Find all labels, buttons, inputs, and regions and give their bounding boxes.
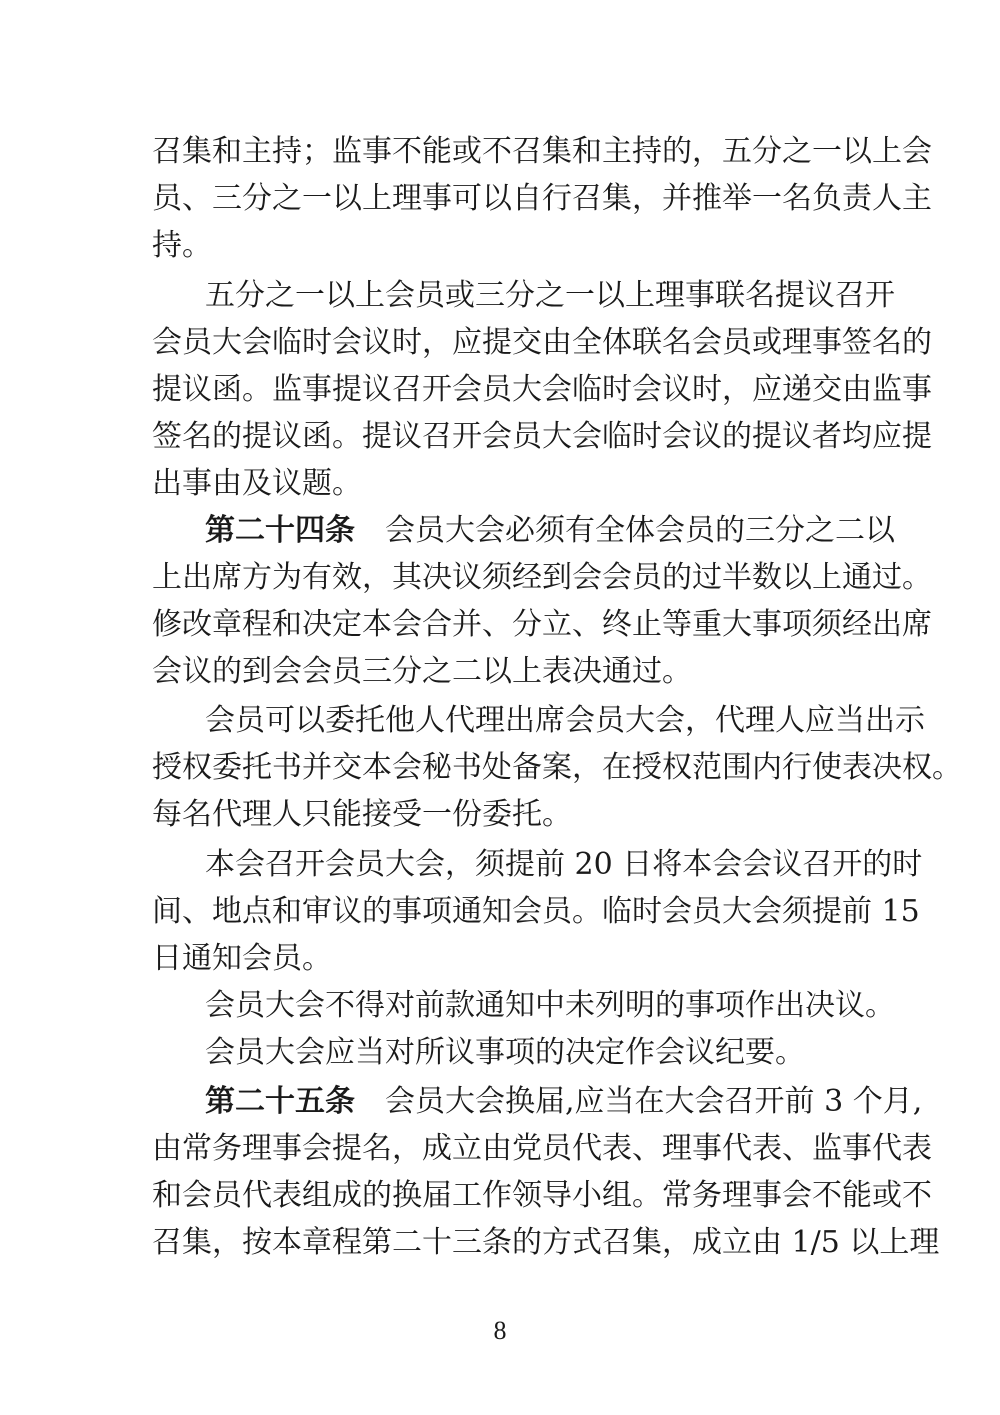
- text-line: 会员大会不得对前款通知中未列明的事项作出决议。: [205, 988, 895, 1023]
- text-line: 签名的提议函。提议召开会员大会临时会议的提议者均应提: [152, 419, 932, 454]
- page-number: 8: [493, 1316, 507, 1345]
- text-line: 间、地点和审议的事项通知会员。临时会员大会须提前 15: [152, 894, 920, 929]
- text-line: 和会员代表组成的换届工作领导小组。常务理事会不能或不: [152, 1178, 932, 1213]
- text-line: 会员大会临时会议时，应提交由全体联名会员或理事签名的: [152, 325, 932, 360]
- text-line: 每名代理人只能接受一份委托。: [152, 797, 572, 832]
- text-line: 上出席方为有效，其决议须经到会会员的过半数以上通过。: [152, 560, 932, 595]
- text-line: 召集，按本章程第二十三条的方式召集，成立由 1/5 以上理: [152, 1225, 940, 1260]
- text-line: 授权委托书并交本会秘书处备案，在授权范围内行使表决权。: [152, 750, 962, 785]
- text-line: 提议函。监事提议召开会员大会临时会议时，应递交由监事: [152, 372, 932, 407]
- text-line: 会员大会应当对所议事项的决定作会议纪要。: [205, 1035, 805, 1070]
- article-line: [205, 511, 895, 551]
- text-line: 日通知会员。: [152, 941, 332, 976]
- text-line: 员、三分之一以上理事可以自行召集，并推举一名负责人主: [152, 181, 932, 216]
- text-line: 出事由及议题。: [152, 466, 362, 501]
- article-text: 会员大会必须有全体会员的三分之二以: [385, 513, 895, 548]
- text-line: 本会召开会员大会，须提前 20 日将本会会议召开的时: [205, 847, 923, 882]
- text-line: 会议的到会会员三分之二以上表决通过。: [152, 654, 692, 689]
- article-line: [205, 1082, 923, 1122]
- article-text: 会员大会换届,应当在大会召开前 3 个月,: [385, 1084, 923, 1119]
- text-line: 修改章程和决定本会合并、分立、终止等重大事项须经出席: [152, 607, 932, 642]
- text-line: 召集和主持；监事不能或不召集和主持的，五分之一以上会: [152, 134, 932, 169]
- article-heading: 第二十五条: [205, 1084, 355, 1119]
- article-heading: 第二十四条: [205, 513, 355, 548]
- text-line: 持。: [152, 228, 212, 263]
- text-line: 五分之一以上会员或三分之一以上理事联名提议召开: [205, 278, 895, 313]
- text-line: 由常务理事会提名，成立由党员代表、理事代表、监事代表: [152, 1131, 932, 1166]
- text-line: 会员可以委托他人代理出席会员大会，代理人应当出示: [205, 703, 925, 738]
